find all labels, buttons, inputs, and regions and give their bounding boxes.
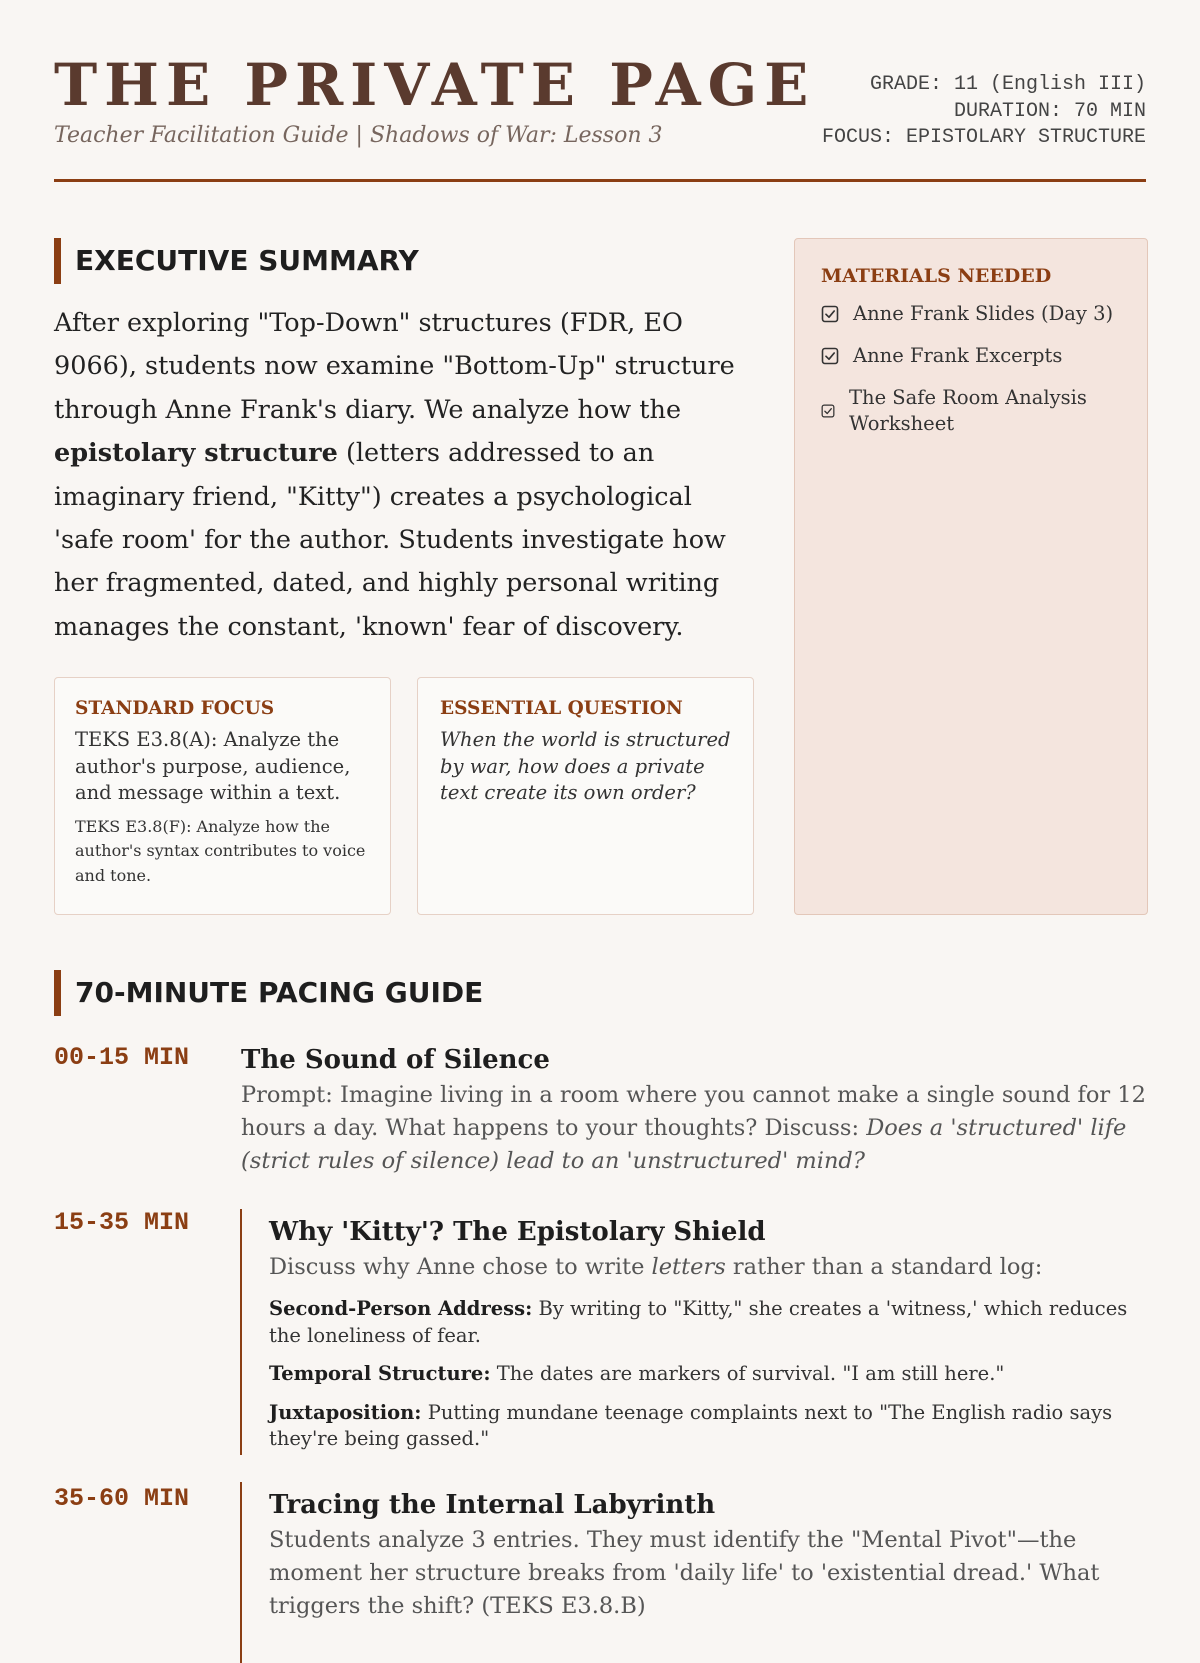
pacing-desc-italic: letters xyxy=(651,1254,726,1280)
pacing-title: Why 'Kitty'? The Epistolary Shield xyxy=(269,1217,766,1247)
meta-grade: GRADE: 11 (English III) xyxy=(869,73,1146,96)
checkbox-checked-icon xyxy=(821,347,839,365)
material-item xyxy=(821,343,1121,369)
material-label: Anne Frank Excerpts xyxy=(853,344,1063,367)
pacing-desc-before: Discuss why Anne chose to write xyxy=(269,1254,652,1280)
material-label: The Safe Room Analysis Worksheet xyxy=(849,386,1087,435)
essential-question-text: When the world is structured by war, how does a private text create its own order? xyxy=(440,728,731,804)
pacing-guide-heading: 70-MINUTE PACING GUIDE xyxy=(54,970,483,1016)
pacing-content xyxy=(240,1482,1148,1663)
pacing-point-label: Temporal Structure: xyxy=(269,1362,491,1385)
page-subtitle: Teacher Facilitation Guide | Shadows of War: Lesson 3 xyxy=(54,123,663,148)
materials-panel xyxy=(794,238,1148,915)
page-header xyxy=(54,0,1146,182)
pacing-desc-after: rather than a standard log: xyxy=(725,1254,1043,1280)
pacing-point-text: By writing to "Kitty," she creates a 'witness,' which reduces the loneliness of fear. xyxy=(269,1297,1128,1347)
pacing-point xyxy=(269,1361,1148,1388)
pacing-point-text: The dates are markers of survival. "I am still here." xyxy=(490,1362,1005,1385)
pacing-description: Students analyze 3 entries. They must identify the "Mental Pivot"—the moment her structure breaks from 'daily life' to 'existential dread.' What triggers the shift? (TEKS E3.8.B) xyxy=(269,1527,1100,1619)
pacing-content xyxy=(240,1209,1148,1455)
pacing-time: 15-35 MIN xyxy=(54,1208,190,1237)
material-item xyxy=(821,385,1121,437)
material-item xyxy=(821,301,1121,327)
meta-duration: DURATION: 70 MIN xyxy=(953,99,1146,123)
material-label: Anne Frank Slides (Day 3) xyxy=(853,302,1114,325)
checkbox-checked-icon xyxy=(821,305,839,323)
standard-primary: TEKS E3.8(A): Analyze the author's purpose, audience, and message within a text. xyxy=(75,728,351,804)
lesson-meta xyxy=(822,72,1146,152)
pacing-point-label: Juxtaposition: xyxy=(269,1400,422,1424)
pacing-desc-plain: Prompt: Imagine living in a room where you cannot make a single sound for 12 hours a day. What happens to your thoughts? Discuss: xyxy=(241,1082,1146,1141)
page-title: THE PRIVATE PAGE xyxy=(54,51,816,119)
pacing-content xyxy=(241,1043,1149,1178)
executive-summary-text xyxy=(54,302,754,649)
pacing-point xyxy=(269,1296,1148,1349)
summary-text-part-2: (letters addressed to an imaginary friend, "Kitty") creates a psychological 'safe room' for the author. Students investigate how her fragmented, dated, and highly personal writing manages the constant, 'known' fear of discovery. xyxy=(54,438,726,642)
pacing-point-text: Putting mundane teenage complaints next to "The English radio says they're being gassed." xyxy=(269,1400,1113,1450)
pacing-point xyxy=(269,1400,1148,1453)
summary-bold-term: epistolary structure xyxy=(54,438,338,469)
pacing-desc-italic: Does a 'structured' life (strict rules of silence) lead to an 'unstructured' mind? xyxy=(241,1115,1127,1174)
pacing-title: The Sound of Silence xyxy=(241,1045,550,1075)
meta-focus: FOCUS: EPISTOLARY STRUCTURE xyxy=(821,126,1146,149)
essential-question-card xyxy=(417,677,754,915)
standard-focus-card xyxy=(54,677,391,915)
standard-secondary: TEKS E3.8(F): Analyze how the author's syntax contributes to voice and tone. xyxy=(75,816,366,885)
executive-summary-heading: EXECUTIVE SUMMARY xyxy=(54,238,419,284)
checkbox-checked-icon xyxy=(821,404,835,418)
materials-title: MATERIALS NEEDED xyxy=(821,265,1052,287)
standard-focus-title: STANDARD FOCUS xyxy=(75,698,275,719)
pacing-point-label: Second-Person Address: xyxy=(269,1297,533,1320)
summary-text-part-1: After exploring "Top-Down" structures (FDR, EO 9066), students now examine "Bottom-Up" structure through Anne Frank's diary. We analyze how the xyxy=(54,308,735,425)
pacing-time: 35-60 MIN xyxy=(54,1484,190,1513)
essential-question-title: ESSENTIAL QUESTION xyxy=(440,698,683,719)
pacing-title: Tracing the Internal Labyrinth xyxy=(269,1490,716,1520)
pacing-description xyxy=(241,1079,1149,1178)
pacing-time: 00-15 MIN xyxy=(54,1043,190,1072)
pacing-description xyxy=(269,1251,1148,1284)
